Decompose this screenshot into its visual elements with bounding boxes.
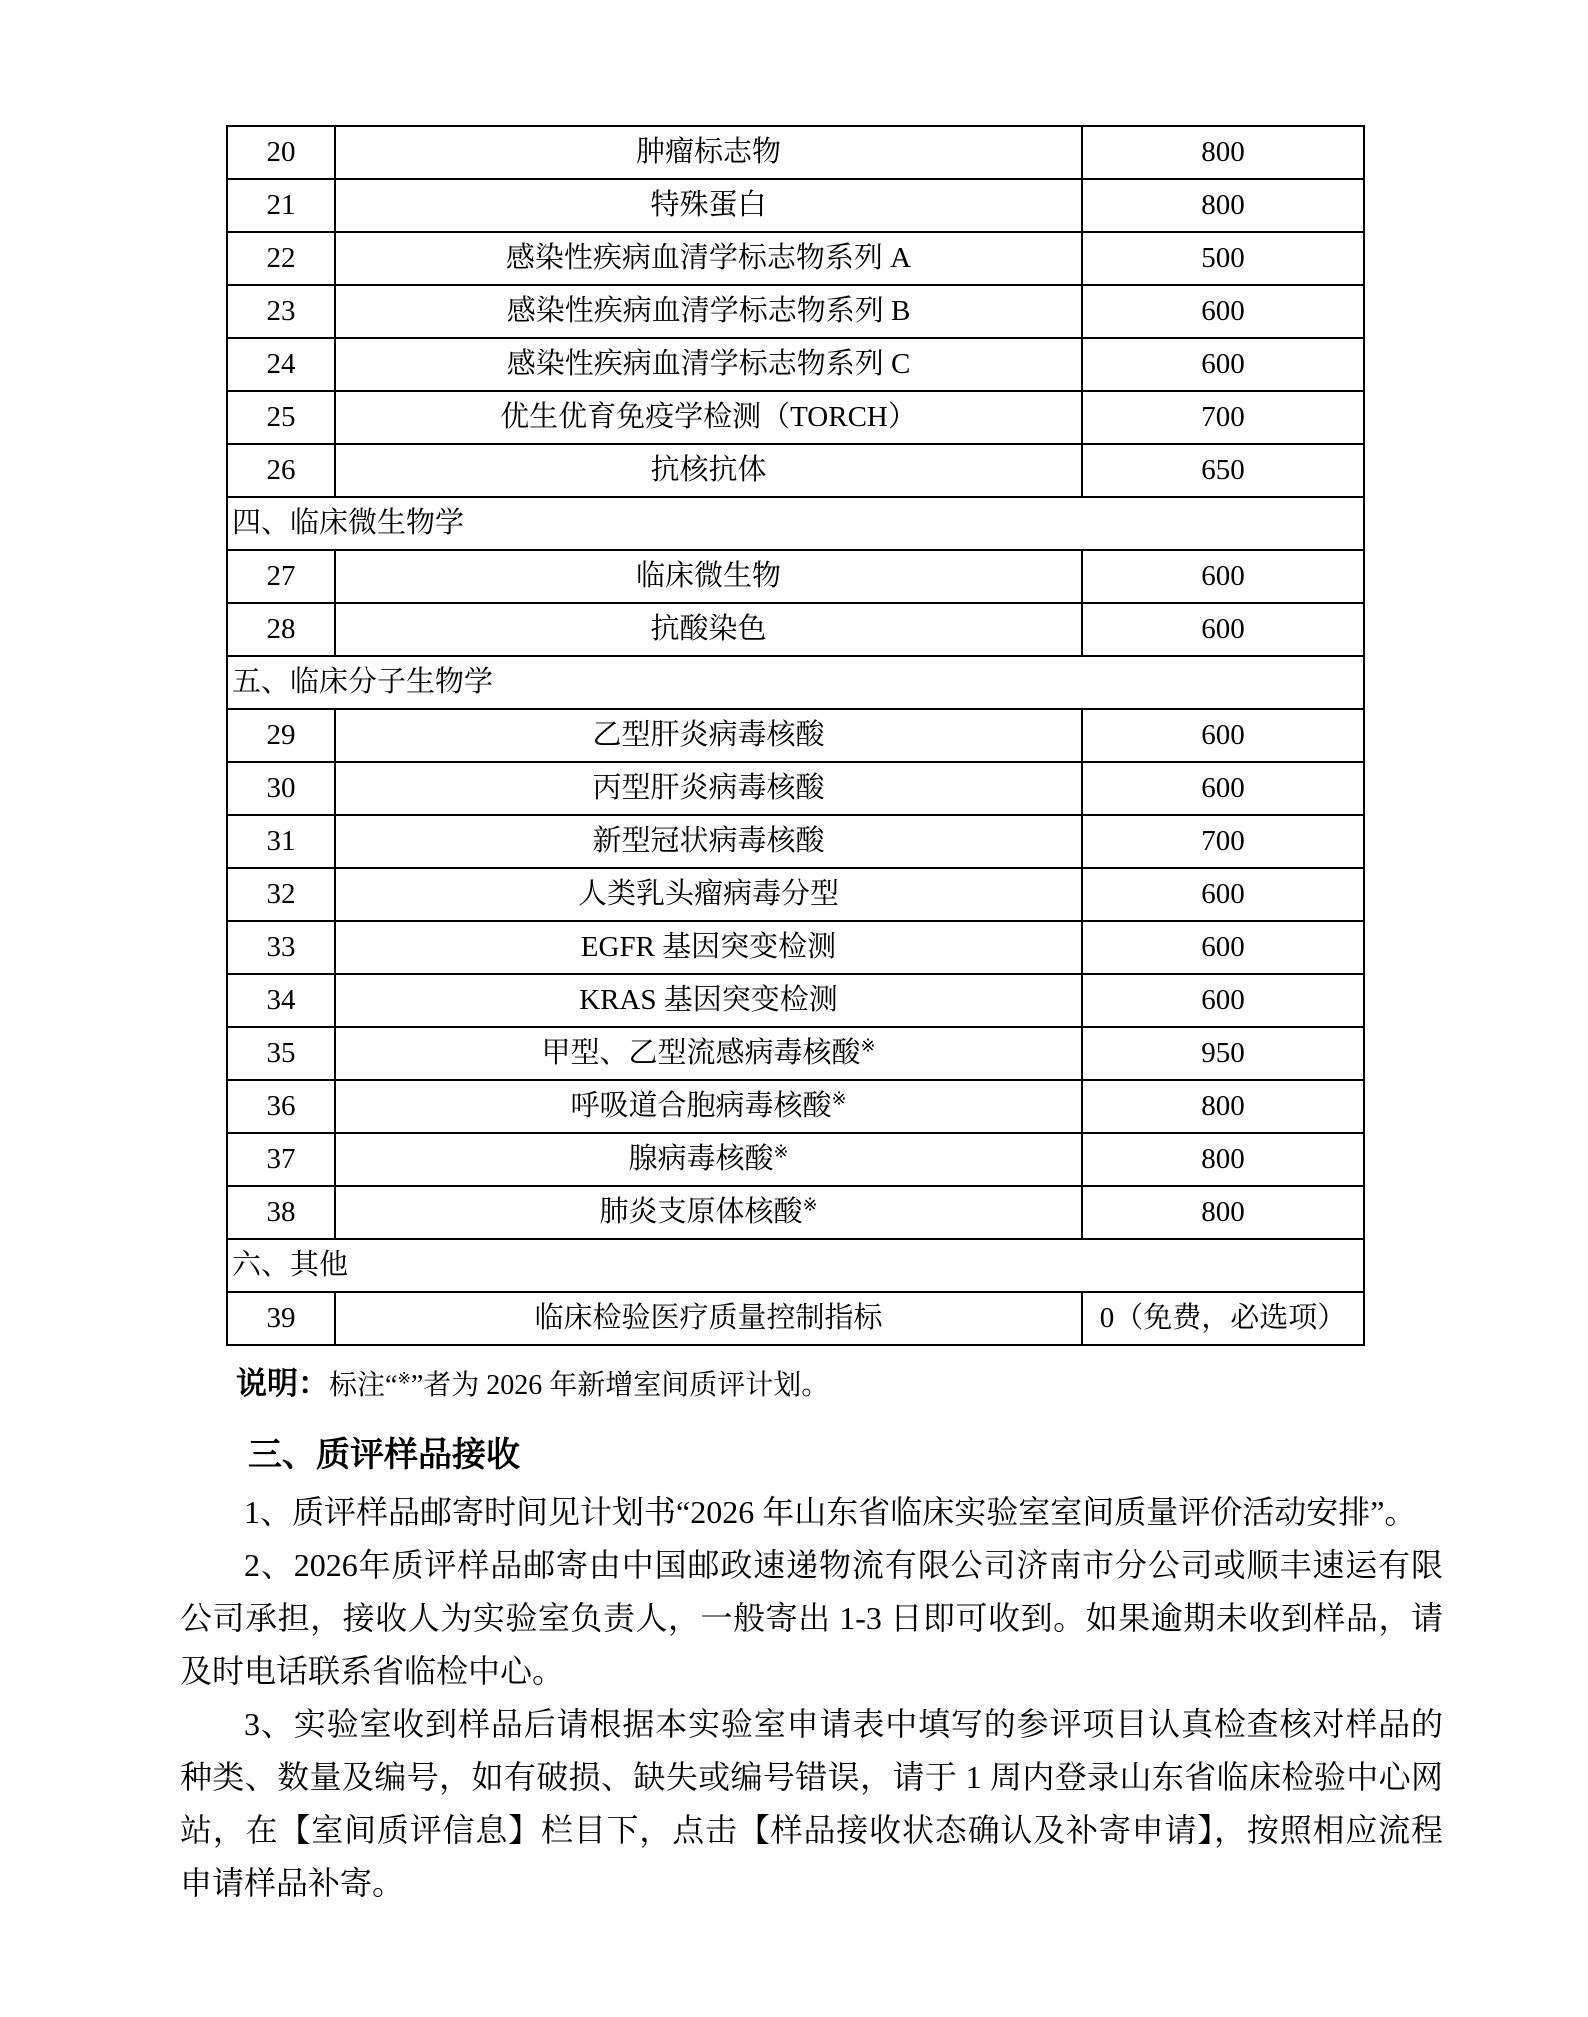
item-name: 感染性疾病血清学标志物系列 C: [335, 338, 1082, 391]
item-name: 甲型、乙型流感病毒核酸※: [335, 1027, 1082, 1080]
item-row: [227, 391, 1364, 444]
item-row: [227, 921, 1364, 974]
item-price: 600: [1082, 550, 1364, 603]
item-price: 600: [1082, 921, 1364, 974]
item-number: 23: [227, 285, 335, 338]
section-label: 四、临床微生物学: [227, 497, 1364, 550]
item-name: 感染性疾病血清学标志物系列 B: [335, 285, 1082, 338]
section-label: 六、其他: [227, 1239, 1364, 1292]
item-number: 26: [227, 444, 335, 497]
item-row: [227, 285, 1364, 338]
item-price: 600: [1082, 338, 1364, 391]
item-row: [227, 126, 1364, 179]
item-number: 21: [227, 179, 335, 232]
item-price: 650: [1082, 444, 1364, 497]
item-name: 感染性疾病血清学标志物系列 A: [335, 232, 1082, 285]
new-plan-refmark: ※: [397, 1370, 411, 1388]
item-number: 27: [227, 550, 335, 603]
item-price: 800: [1082, 1080, 1364, 1133]
item-name: 肺炎支原体核酸※: [335, 1186, 1082, 1239]
item-number: 25: [227, 391, 335, 444]
note-text: [329, 1370, 829, 1401]
new-plan-refmark: ※: [831, 1088, 847, 1109]
item-name: 丙型肝炎病毒核酸: [335, 762, 1082, 815]
item-row: [227, 179, 1364, 232]
item-number: 34: [227, 974, 335, 1027]
item-name: 抗核抗体: [335, 444, 1082, 497]
item-name: 临床微生物: [335, 550, 1082, 603]
section-row: [227, 497, 1364, 550]
section-heading: 三、质评样品接收: [248, 1437, 520, 1474]
item-row: [227, 762, 1364, 815]
note-label: 说明：: [236, 1366, 329, 1401]
fee-table: [226, 125, 1365, 1346]
new-plan-refmark: ※: [860, 1035, 876, 1056]
item-number: 39: [227, 1292, 335, 1345]
new-plan-refmark: ※: [773, 1141, 789, 1162]
item-price: 800: [1082, 1186, 1364, 1239]
item-row: [227, 1292, 1364, 1345]
item-name: 新型冠状病毒核酸: [335, 815, 1082, 868]
item-number: 22: [227, 232, 335, 285]
item-name: 抗酸染色: [335, 603, 1082, 656]
item-price: 800: [1082, 126, 1364, 179]
item-name: 优生优育免疫学检测（TORCH）: [335, 391, 1082, 444]
item-number: 36: [227, 1080, 335, 1133]
item-name: KRAS 基因突变检测: [335, 974, 1082, 1027]
item-price: 600: [1082, 285, 1364, 338]
item-name: 肿瘤标志物: [335, 126, 1082, 179]
item-row: [227, 1186, 1364, 1239]
item-price: 950: [1082, 1027, 1364, 1080]
item-row: [227, 868, 1364, 921]
section-row: [227, 1239, 1364, 1292]
note-prefix: 标注“: [329, 1370, 398, 1401]
item-row: [227, 1080, 1364, 1133]
item-row: [227, 709, 1364, 762]
item-number: 31: [227, 815, 335, 868]
item-name: 呼吸道合胞病毒核酸※: [335, 1080, 1082, 1133]
item-price: 500: [1082, 232, 1364, 285]
item-number: 38: [227, 1186, 335, 1239]
note-suffix: ”者为 2026 年新增室间质评计划。: [410, 1370, 830, 1401]
paragraph-1: 1、质评样品邮寄时间见计划书“2026 年山东省临床实验室室间质量评价活动安排”。: [244, 1494, 1417, 1530]
paragraph-3: 3、实验室收到样品后请根据本实验室申请表中填写的参评项目认真检查核对样品的种类、数量及编号，如有破损、缺失或编号错误，请于 1 周内登录山东省临床检验中心网站，在【室间质评信息】栏目下，点击【样品接收状态确认及补寄申请】，按照相应流程申请样品补寄。: [180, 1706, 1443, 1901]
body-text: [180, 1486, 1443, 1910]
item-number: 24: [227, 338, 335, 391]
item-price: 800: [1082, 179, 1364, 232]
item-price: 800: [1082, 1133, 1364, 1186]
item-row: [227, 1133, 1364, 1186]
section-row: [227, 656, 1364, 709]
note-line: [180, 1362, 1450, 1408]
item-row: [227, 815, 1364, 868]
item-name: 临床检验医疗质量控制指标: [335, 1292, 1082, 1345]
item-number: 37: [227, 1133, 335, 1186]
item-price: 600: [1082, 974, 1364, 1027]
item-row: [227, 338, 1364, 391]
item-name: 特殊蛋白: [335, 179, 1082, 232]
item-name: EGFR 基因突变检测: [335, 921, 1082, 974]
paragraph-2: 2、2026年质评样品邮寄由中国邮政速递物流有限公司济南市分公司或顺丰速运有限公司承担，接收人为实验室负责人，一般寄出 1-3 日即可收到。如果逾期未收到样品，请及时电话联系省临检中心。: [180, 1547, 1443, 1689]
item-number: 28: [227, 603, 335, 656]
item-price: 600: [1082, 868, 1364, 921]
item-row: [227, 232, 1364, 285]
section-label: 五、临床分子生物学: [227, 656, 1364, 709]
item-price: 700: [1082, 815, 1364, 868]
item-name: 乙型肝炎病毒核酸: [335, 709, 1082, 762]
new-plan-refmark: ※: [802, 1194, 818, 1215]
item-price: 0（免费，必选项）: [1082, 1292, 1364, 1345]
item-number: 33: [227, 921, 335, 974]
item-number: 35: [227, 1027, 335, 1080]
item-name: 腺病毒核酸※: [335, 1133, 1082, 1186]
item-number: 20: [227, 126, 335, 179]
item-row: [227, 550, 1364, 603]
item-price: 700: [1082, 391, 1364, 444]
item-name: 人类乳头瘤病毒分型: [335, 868, 1082, 921]
item-number: 32: [227, 868, 335, 921]
item-row: [227, 603, 1364, 656]
item-row: [227, 974, 1364, 1027]
item-number: 29: [227, 709, 335, 762]
item-price: 600: [1082, 603, 1364, 656]
item-number: 30: [227, 762, 335, 815]
fee-table-body: [227, 126, 1364, 1345]
item-row: [227, 1027, 1364, 1080]
item-row: [227, 444, 1364, 497]
item-price: 600: [1082, 709, 1364, 762]
item-price: 600: [1082, 762, 1364, 815]
